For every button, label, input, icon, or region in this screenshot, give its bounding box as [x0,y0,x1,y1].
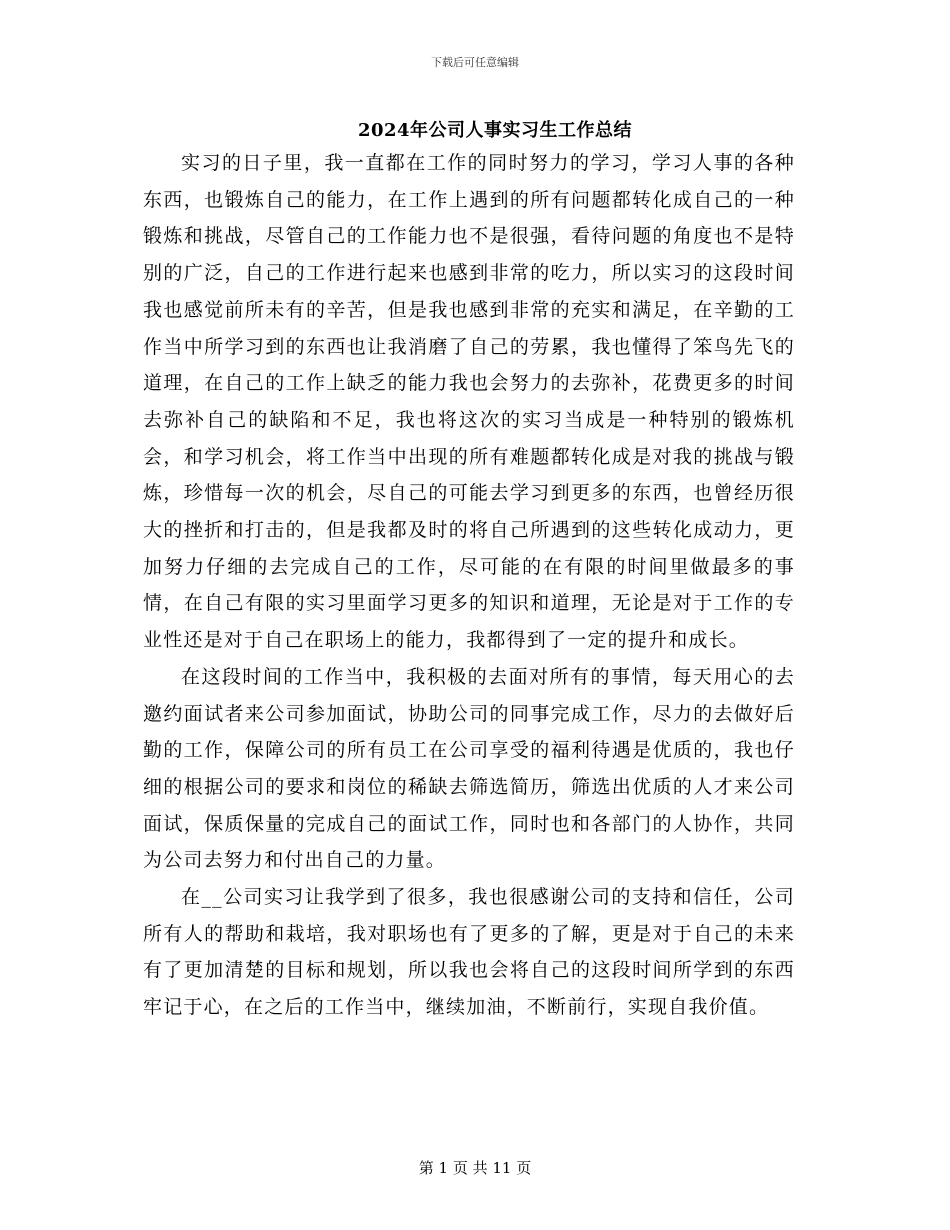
page-footer: 第 1 页 共 11 页 [418,1159,532,1177]
paragraph-2: 在这段时间的工作当中，我积极的去面对所有的事情，每天用心的去邀约面试者来公司参加面试，协助公司的同事完成工作，尽力的去做好后勤的工作，保障公司的所有员工在公司享受的福利待遇是优质的，我也仔细的根据公司的要求和岗位的稀缺去筛选简历，筛选出优质的人才来公司面试，保质保量的完成自己的面试工作，同时也和各部门的人协作，共同为公司去努力和付出自己的力量。 [143,665,795,872]
document-title: 2024年公司人事实习生工作总结 [357,120,633,141]
paragraph-1: 实习的日子里，我一直都在工作的同时努力的学习，学习人事的各种东西，也锻炼自己的能力，在工作上遇到的所有问题都转化成自己的一种锻炼和挑战，尽管自己的工作能力也不是很强，看待问题的角度也不是特别的广泛，自己的工作进行起来也感到非常的吃力，所以实习的这段时间我也感觉前所未有的辛苦，但是我也感到非常的充实和满足，在辛勤的工作当中所学习到的东西也让我消磨了自己的劳累，我也懂得了笨鸟先飞的道理，在自己的工作上缺乏的能力我也会努力的去弥补，花费更多的时间去弥补自己的缺陷和不足，我也将这次的实习当成是一种特别的锻炼机会，和学习机会，将工作当中出现的所有难题都转化成是对我的挑战与锻炼，珍惜每一次的机会，尽自己的可能去学习到更多的东西，也曾经历很大的挫折和打击的，但是我都及时的将自己所遇到的这些转化成动力，更加努力仔细的去完成自己的工作，尽可能的在有限的时间里做最多的事情，在自己有限的实习里面学习更多的知识和道理，无论是对于工作的专业性还是对于自己在职场上的能力，我都得到了一定的提升和成长。 [143,152,795,652]
document-body [143,145,795,1026]
paragraph-3: 在__公司实习让我学到了很多，我也很感谢公司的支持和信任，公司所有人的帮助和栽培，我对职场也有了更多的了解，更是对于自己的未来有了更加清楚的目标和规划，所以我也会将自己的这段时间所学到的东西牢记于心，在之后的工作当中，继续加油，不断前行，实现自我价值。 [143,886,795,1019]
page-header: 下载后可任意编辑 [431,56,519,69]
